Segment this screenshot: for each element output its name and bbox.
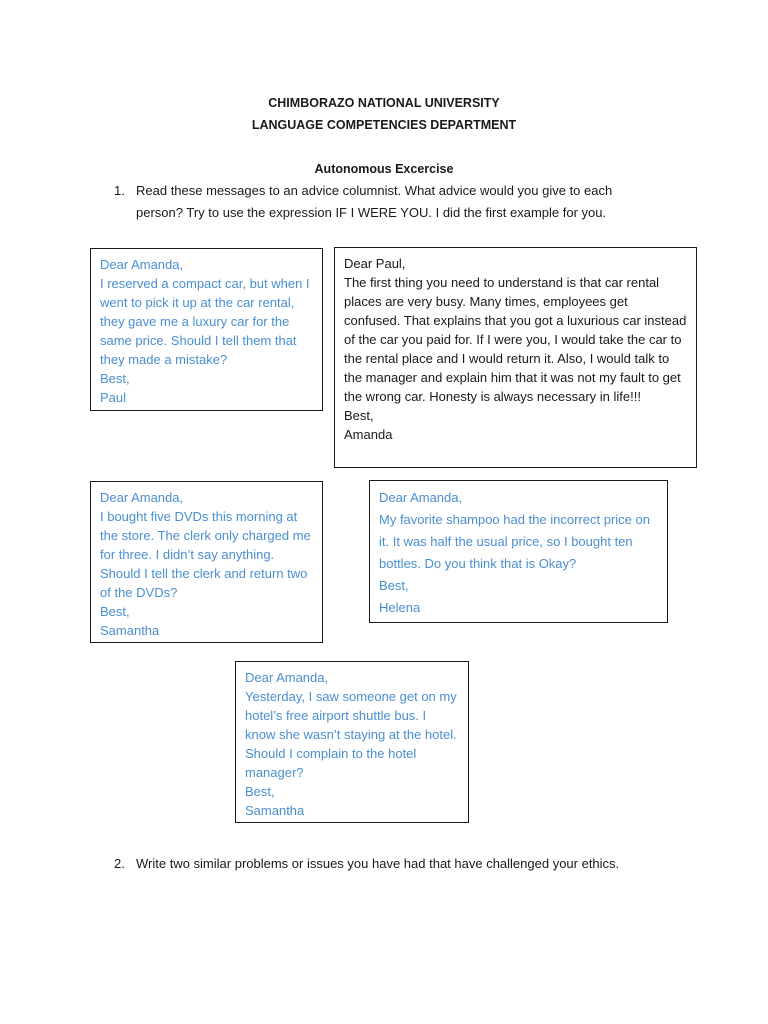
letter-greeting: Dear Amanda, (100, 490, 184, 505)
letter-greeting: Dear Amanda, (100, 257, 184, 272)
reply-amanda (334, 247, 697, 468)
letter-greeting: Dear Amanda, (379, 490, 463, 505)
letter-body: Yesterday, I saw someone get on my hotel’s free airport shuttle bus. I know she wasn’t staying at the hotel. Should I complain to the hotel manager? (245, 689, 457, 780)
letter-helena (369, 480, 668, 623)
exercise-title: Autonomous Excercise (314, 162, 454, 176)
reply-closing: Best, (344, 408, 374, 423)
letter-body: I reserved a compact car, but when I went to pick it up at the car rental, they gave me a luxury car for the same price. Should I tell them that they made a mistake? (100, 276, 310, 367)
department-title: LANGUAGE COMPETENCIES DEPARTMENT (251, 118, 517, 132)
question-1-line-1: Read these messages to an advice columnist. What advice would you give to each (136, 183, 613, 198)
letter-signature: Paul (100, 390, 127, 405)
letter-closing: Best, (379, 578, 409, 593)
question-1-number: 1. (114, 183, 125, 198)
question-1-text (136, 180, 636, 224)
reply-signature: Amanda (344, 427, 393, 442)
letter-greeting: Dear Amanda, (245, 670, 329, 685)
letter-paul (90, 248, 323, 411)
reply-body: The first thing you need to understand is that car rental places are very busy. Many times, employees get confused. That explains that you got a luxurious car instead of the car you paid for. If I were you, I would take the car to the rental place and I would return it. Also, I would talk to the manager and explain him that it was not my fault to get the wrong car. Honesty is always necessary in life!!! (344, 275, 687, 404)
letter-samantha-shuttle (235, 661, 469, 823)
letter-signature: Samantha (100, 623, 160, 638)
letter-signature: Helena (379, 600, 421, 615)
letter-body: My favorite shampoo had the incorrect price on it. It was half the usual price, so I bought ten bottles. Do you think that is Okay? (379, 512, 650, 571)
letter-closing: Best, (100, 604, 130, 619)
question-1 (114, 180, 654, 224)
university-title: CHIMBORAZO NATIONAL UNIVERSITY (268, 96, 500, 110)
reply-greeting: Dear Paul, (344, 256, 406, 271)
letter-samantha-dvds (90, 481, 323, 643)
letter-body: I bought five DVDs this morning at the store. The clerk only charged me for three. I didn’t say anything. Should I tell the clerk and return two of the DVDs? (100, 509, 311, 600)
letter-signature: Samantha (245, 803, 305, 818)
letter-closing: Best, (100, 371, 130, 386)
question-2-text: Write two similar problems or issues you have had that have challenged your ethics. (136, 856, 620, 871)
question-2 (114, 853, 674, 875)
question-1-line-2: person? Try to use the expression IF I WERE YOU. I did the first example for you. (136, 205, 607, 220)
letter-closing: Best, (245, 784, 275, 799)
question-2-number: 2. (114, 856, 125, 871)
